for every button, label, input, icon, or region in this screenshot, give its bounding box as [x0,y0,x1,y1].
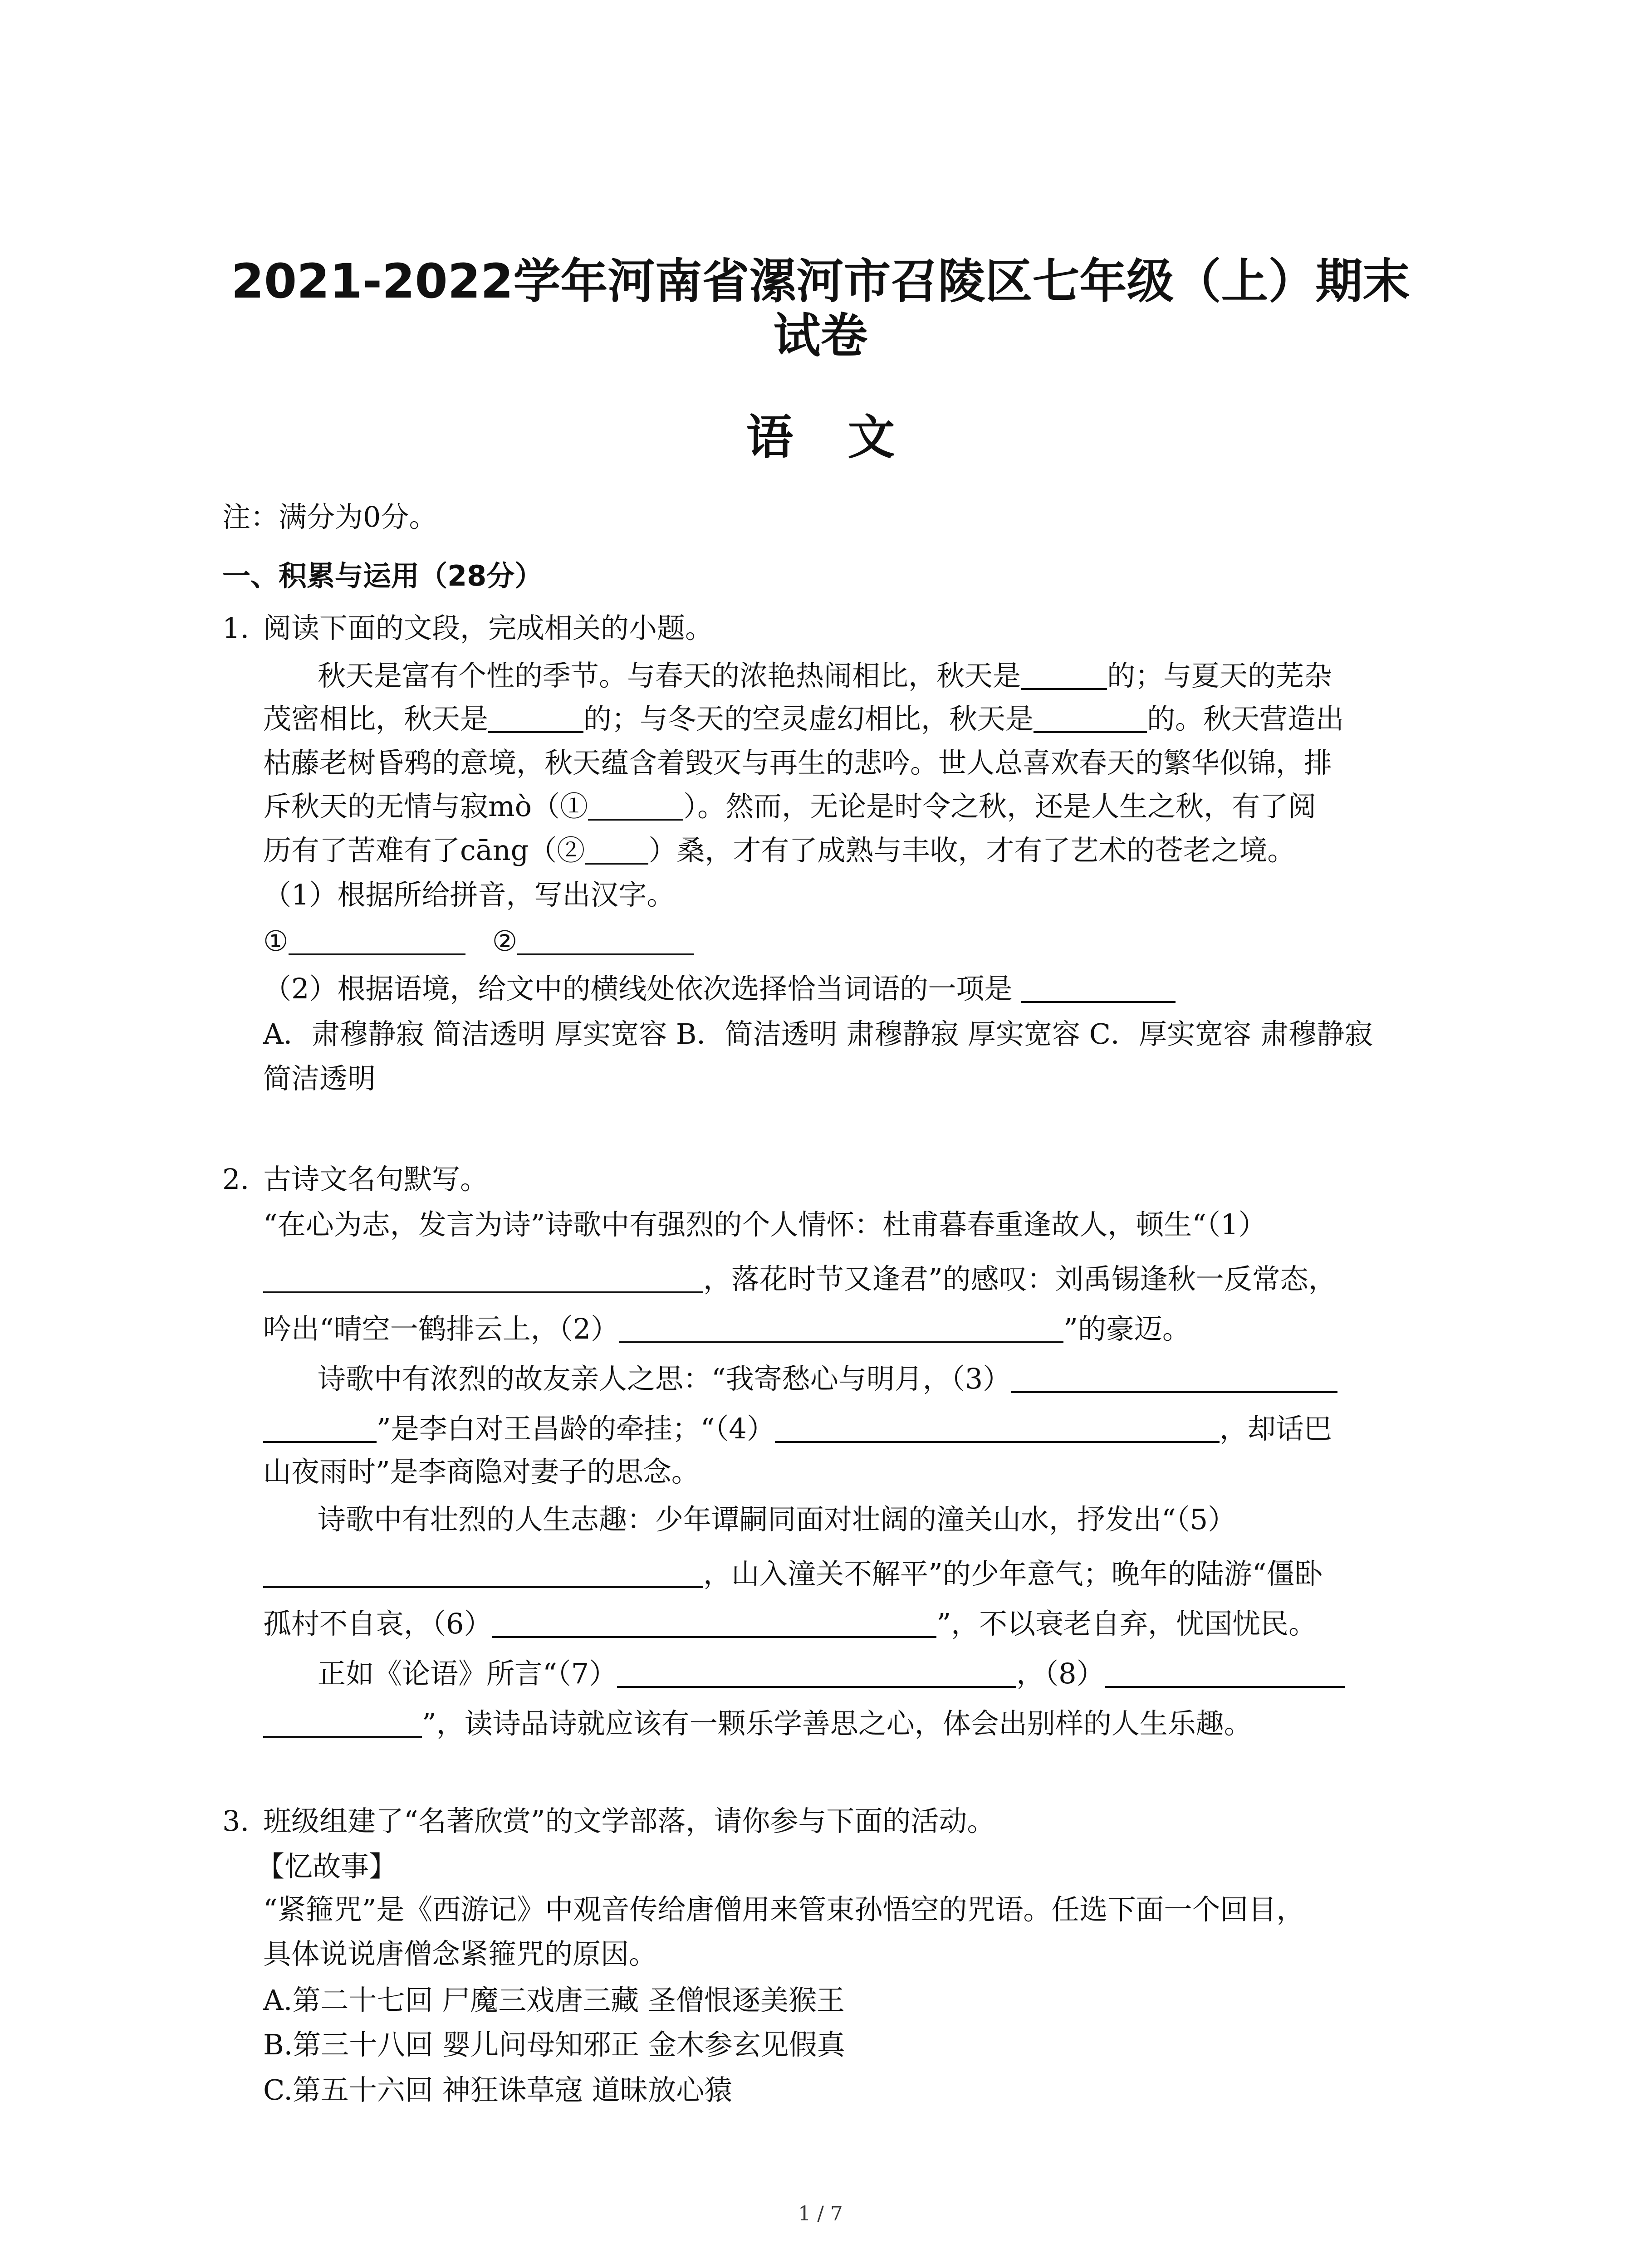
question-text: 诗歌中有浓烈的故友亲人之思：“我寄愁心与明月，（3） [318,1361,1337,1397]
answer-blank[interactable] [1011,1361,1337,1393]
passage-line: 茂密相比，秋天是 的；与冬天的空灵虚幻相比，秋天是 的。秋天营造出 [263,702,1344,735]
passage-line: 秋天是富有个性的季节。与春天的浓艳热闹相比，秋天是 的；与夏天的芜杂 [318,659,1332,692]
question-text: ，山入潼关不解平”的少年意气；晚年的陆游“僵卧 [263,1556,1323,1592]
question-text: “在心为志，发言为诗”诗歌中有强烈的个人情怀：杜甫暮春重逢故人，顿生“（1） [263,1208,1267,1241]
question-number: 2. [222,1163,250,1196]
answer-blank[interactable] [1021,658,1107,690]
answer-blank[interactable] [263,1556,703,1588]
answer-blank[interactable] [263,1261,703,1293]
answer-blank[interactable] [289,924,465,955]
answer-blank[interactable] [588,789,683,821]
choice-options-cont: 简洁透明 [263,1062,376,1095]
question-number: 1. [222,611,250,645]
page-title: 2021-2022学年河南省漯河市召陵区七年级（上）期末 [231,254,1410,309]
question-text: ”是李白对王昌龄的牵挂；“（4） ，却话巴 [263,1411,1332,1447]
answer-blank[interactable] [619,1311,1063,1343]
answer-blank[interactable] [492,1606,936,1638]
sub-question-2: （2）根据语境，给文中的横线处依次选择恰当词语的一项是 [263,971,1176,1007]
answer-blank[interactable] [263,1411,377,1443]
question-intro: 古诗文名句默写。 [263,1163,489,1196]
answer-row: ① ② [263,923,694,959]
answer-blank[interactable] [1034,701,1147,733]
question-text: ，落花时节又逢君”的感叹：刘禹锡逢秋一反常态， [263,1261,1337,1297]
chapter-option-a: A.第二十七回 尸魔三戏唐三藏 圣僧恨逐美猴王 [263,1984,845,2017]
chapter-option-b: B.第三十八回 婴儿问母知邪正 金木参玄见假真 [263,2028,845,2061]
question-text: 吟出“晴空一鹤排云上，（2） ”的豪迈。 [263,1312,1190,1345]
answer-blank[interactable] [617,1656,1016,1688]
question-text: ”，读诗品诗就应该有一颗乐学善思之心，体会出别样的人生乐趣。 [263,1706,1252,1742]
sub-question-1: （1）根据所给拼音，写出汉字。 [263,878,675,911]
question-intro: 阅读下面的文段，完成相关的小题。 [263,611,714,645]
section-heading: 一、积累与运用（28分） [222,559,543,592]
question-number: 3. [222,1804,250,1838]
question-text: 山夜雨时”是李商隐对妻子的思念。 [263,1455,700,1488]
question-text: 诗歌中有壮烈的人生志趣：少年谭嗣同面对壮阔的潼关山水，抒发出“（5） [318,1503,1236,1536]
question-text: 具体说说唐僧念紧箍咒的原因。 [263,1937,657,1970]
answer-blank[interactable] [585,833,648,865]
question-intro: 班级组建了“名著欣赏”的文学部落，请你参与下面的活动。 [263,1804,995,1838]
choice-options: A．肃穆静寂 简洁透明 厚实宽容 B．简洁透明 肃穆静寂 厚实宽容 C．厚实宽容 肃穆静寂 [263,1017,1373,1051]
answer-blank[interactable] [775,1411,1220,1443]
answer-blank[interactable] [1021,971,1176,1003]
answer-blank[interactable] [517,924,694,955]
passage-line: 枯藤老树昏鸦的意境，秋天蕴含着毁灭与再生的悲吟。世人总喜欢春天的繁华似锦，排 [263,746,1332,779]
question-text: 孤村不自哀，（6） ”，不以衰老自弃，忧国忧民。 [263,1607,1317,1640]
subject-heading: 语文 [746,410,950,465]
answer-blank[interactable] [1105,1656,1345,1688]
page-number: 1 / 7 [798,2202,843,2225]
answer-blank[interactable] [263,1706,422,1738]
page-title-cont: 试卷 [773,308,868,363]
chapter-option-c: C.第五十六回 神狂诛草寇 道昧放心猿 [263,2073,733,2107]
answer-blank[interactable] [488,701,583,733]
score-note: 注：满分为0分。 [222,500,437,533]
passage-line: 斥秋天的无情与寂mò（① ）。然而，无论是时令之秋，还是人生之秋，有了阅 [263,790,1317,823]
activity-heading: 【忆故事】 [256,1850,397,1883]
passage-line: 历有了苦难有了cāng（② ）桑，才有了成熟与丰收，才有了艺术的苍老之境。 [263,834,1296,867]
question-text: 正如《论语》所言“（7） ，（8） [318,1656,1345,1692]
question-text: “紧箍咒”是《西游记》中观音传给唐僧用来管束孙悟空的咒语。任选下面一个回目， [263,1893,1305,1926]
